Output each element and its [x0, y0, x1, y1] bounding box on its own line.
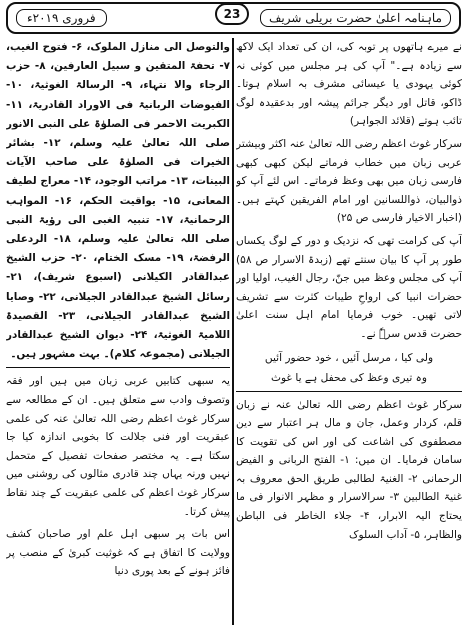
paragraph: سرکار غوث اعظم رضی اللہ تعالیٰ عنہ نے زبان قلم، کردار وعمل، جان و مال ہر اعتبار سے دین مصطفوی کی اشاعت کی اور اس کی تقویت کا سامان فرمایا۔ ان میں: ۱- الفتح الربانی و الفیض الرحمانی ۲- الغنیۃ لطالبی طریق الحق معروف بہ غنیۃ الطالبین ۳- سرالاسرار و مظہر الانوار فی ما یحتاج الیہ الابرار، ۴- جلاء الخاطر فی الباطن والظاہر، ۵- آداب السلوک [236, 398, 462, 541]
column-divider [232, 38, 234, 625]
right-column [236, 38, 462, 625]
paragraph: آپ کی کرامت تھی کہ نزدیک و دور کے لوگ یکساں طور پر آپ کا بیان سنتے تھے (زبدۃ الاسرار ص ۵۸) آپ کی مجلس وعظ میں جنّ، رجال الغیب، اولیا اور حضرات انبیا کی ارواحِ طیبات کثرت سے تشریف لاتی تھیں۔ خوب فرمایا امام اہل سنت اعلیٰ حضرت قدس سرہٗ نے۔ [236, 234, 462, 340]
separator [236, 391, 462, 392]
page-number: 23 [215, 3, 249, 25]
poem-line: ولی کیا ، مرسل آئیں ، خود حضور آئیں [264, 351, 434, 364]
paragraph: یہ سبھی کتابیں عربی زبان میں ہیں اور فقہ وتصوف وادب سے متعلق ہیں۔ ان کے مطالعہ سے سرکار غوث اعظم رضی اللہ تعالیٰ عنہ کی علمی عبقریت اور فنی جلالت کا بخوبی اندازہ کیا جا سکتا ہے۔ یہ مختصر صفحات تفصیل کے متحمل نہیں ورنہ یہاں چند قادری مثالوں کی روشنی میں سرکار غوث اعظم کی علمی عبقریت کے چند نقاط پیش کرتا۔ [6, 375, 230, 518]
paragraph: نے میرے ہاتھوں پر توبہ کی، ان کی تعداد ایک لاکھ سے زیادہ ہے۔" آپ کی ہر مجلس میں کوئی نہ کوئی یہودی یا عیسائی مشرف بہ اسلام ہوتا۔ ڈاکو، قاتل اور دیگر جرائم پیشہ اور بدعقیدہ لوگ تائب ہوتے (قلائد الجواہر) [236, 41, 462, 128]
separator [6, 367, 230, 368]
left-column [6, 38, 230, 625]
paragraph: اس بات پر سبھی اہل علم اور صاحبان کشف وولایت کا اتفاق ہے کہ غوثیت کبریٰ کے منصب پر فائز ہونے کے بعد پوری دنیا [6, 528, 230, 578]
poem-line: وہ تیری وعظ کی محفل ہے یا غوث [270, 371, 427, 384]
issue-date: فروری ۲۰۱۹ء [16, 9, 107, 27]
paragraph: سرکار غوث اعظم رضی اللہ تعالیٰ عنہ اکثر وبیشتر عربی زبان میں خطاب فرماتے لیکن کبھی کبھی فارسی زبان میں بھی وعظ فرماتے۔ اس لئے آپ کو ذوالبیان، ذواللسانین اور امام الفریقین کہتے ہیں۔ (اخبار الاخیار فارسی ص ۲۵) [236, 137, 462, 225]
book-list: والتوصل الی منازل الملوک، ۶- فتوح الغیب، ۷- تحفۃ المتقین و سبیل العارفین، ۸- حزب الرجاء والا نتہاء، ۹- الرسالۃ الغوثیۃ، ۱۰- الفیوضات الربانیۃ فی الاوراد القادریۃ، ۱۱- الکبریت الاحمر فی الصلوٰۃ علی النبی الانور صلی اللہ تعالیٰ علیہ وسلم، ۱۲- بشائر الخیرات فی الصلوٰۃ علی صاحب الآیات البینات، ۱۳- مراتب الوجود، ۱۴- معراج لطیف المعانی، ۱۵- یواقیت الحکم، ۱۶- المواہب الرحمانیۃ، ۱۷- تنبیہ الغبی الی رؤیۃ النبی صلی اللہ تعالیٰ علیہ وسلم، ۱۸- الردعلی الرفضۃ، ۱۹- مسک الختام، ۲۰- حزب الشیخ عبدالقادر الکیلانی (اسبوع شریف)، ۲۱- رسائل الشیخ عبدالقادر الجیلانی، ۲۲- وصایا الشیخ عبدالقادر الجیلانی، ۲۳- القصیدۃ اللامیۃ الغوثیۃ، ۲۴- دیوان الشیخ عبدالقادر الجیلانی (مجموعہ کلام)۔ بہت مشہور ہیں۔ [6, 41, 230, 361]
magazine-title: ماہنامہ اعلیٰ حضرت بریلی شریف [260, 9, 451, 27]
